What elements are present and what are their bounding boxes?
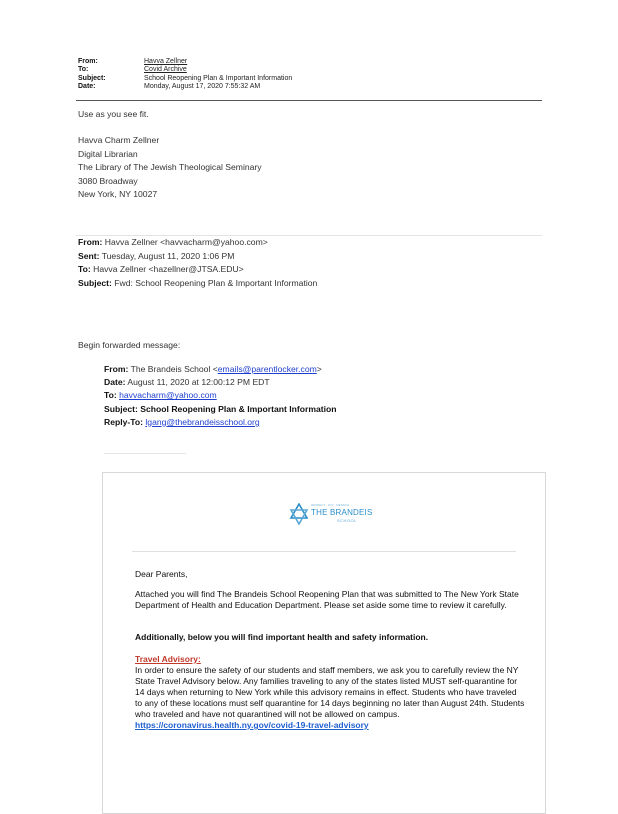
fwd2-from-close: > [316,364,322,374]
fwd2-replyto-label: Reply-To: [104,416,143,427]
fwd2-subject-label: Subject: [104,403,138,414]
fwd1-subject-label: Subject: [78,277,112,288]
signature-title: Digital Librarian [78,148,138,159]
fwd1-to-label: To: [78,264,91,274]
use-note: Use as you see fit. [78,109,149,119]
to-link[interactable]: Covid Archive [144,66,187,74]
fwd2-replyto-link[interactable]: lgang@thebrandeisschool.org [145,416,260,427]
logo-tagline: RESPECT · JOY · MENSCH [311,503,350,507]
fwd2-to-email-link[interactable]: havvacharm@yahoo.com [119,390,217,401]
star-logo-icon [289,503,309,525]
fwd1-from-value: Havva Zellner <havvacharm@yahoo.com> [104,237,268,247]
forward-header-2 [104,363,337,429]
fwd1-to-value: Havva Zellner <hazellner@JTSA.EDU> [93,264,244,274]
card-divider [132,551,516,552]
fwd2-date-value: August 11, 2020 at 12:00:12 PM EDT [127,377,270,388]
travel-advisory-link[interactable]: https://coronavirus.health.ny.gov/covid-19-travel-advisory [135,720,369,730]
fwd2-date-label: Date: [104,377,126,388]
fwd2-from-name: The Brandeis School < [130,364,218,374]
signature-street: 3080 Broadway [78,175,138,186]
paragraph-reopening-plan: Attached you will find The Brandeis School Reopening Plan that was submitted to The New York State Department of Health and Education Department. Please set aside some time to review it carefully. [135,589,519,610]
greeting: Dear Parents, [135,569,188,579]
fwd2-from-email-link[interactable]: emails@parentlocker.com [217,364,317,374]
fwd1-sent-label: Sent: [78,250,100,261]
signature-org: The Library of The Jewish Theological Seminary [78,162,262,172]
date-label: Date: [78,83,96,91]
logo-subtext: SCHOOL [337,518,357,523]
email-header [78,58,292,92]
fwd1-sent-value: Tuesday, August 11, 2020 1:06 PM [101,250,235,261]
from-label: From: [78,58,98,65]
fwd1-subject-value: Fwd: School Reopening Plan & Important Information [114,277,318,288]
signature-city: New York, NY 10027 [78,189,158,199]
brandeis-logo [289,501,379,527]
paragraph-health-safety: Additionally, below you will find important health and safety information. [135,632,429,642]
from-link[interactable]: Havva Zellner [144,58,188,65]
begin-forwarded: Begin forwarded message: [78,340,181,350]
logo-name: THE BRANDEIS [311,508,373,517]
signature-name: Havva Charm Zellner [78,135,160,145]
fwd2-subject-value: School Reopening Plan & Important Information [140,403,337,414]
date-value: Monday, August 17, 2020 7:55:32 AM [144,83,261,91]
forward-header-1 [78,236,317,290]
subject-label: Subject: [78,74,106,82]
signature [78,134,262,202]
header-divider [76,100,542,101]
travel-advisory-title: Travel Advisory: [135,654,201,664]
short-divider [104,453,186,454]
travel-advisory-section [135,654,525,731]
subject-value: School Reopening Plan & Important Information [144,74,293,82]
fwd2-to-label: To: [104,390,117,401]
fwd1-from-label: From: [78,237,103,247]
email-content-card [102,472,546,814]
to-label: To: [78,66,89,74]
travel-advisory-text: In order to ensure the safety of our students and staff members, we ask you to carefully review the NY State Travel Advisory below. Any families traveling to any of the states listed MUST self-quarantine for 14 days when returning to New York while this advisory remains in effect. Students who have traveled to any of these locations must self quarantine for 14 days beginning no later than August 24th. Students who traveled and have not quarantined will not be allowed on campus. [135,665,525,719]
fwd2-from-label: From: [104,364,129,374]
